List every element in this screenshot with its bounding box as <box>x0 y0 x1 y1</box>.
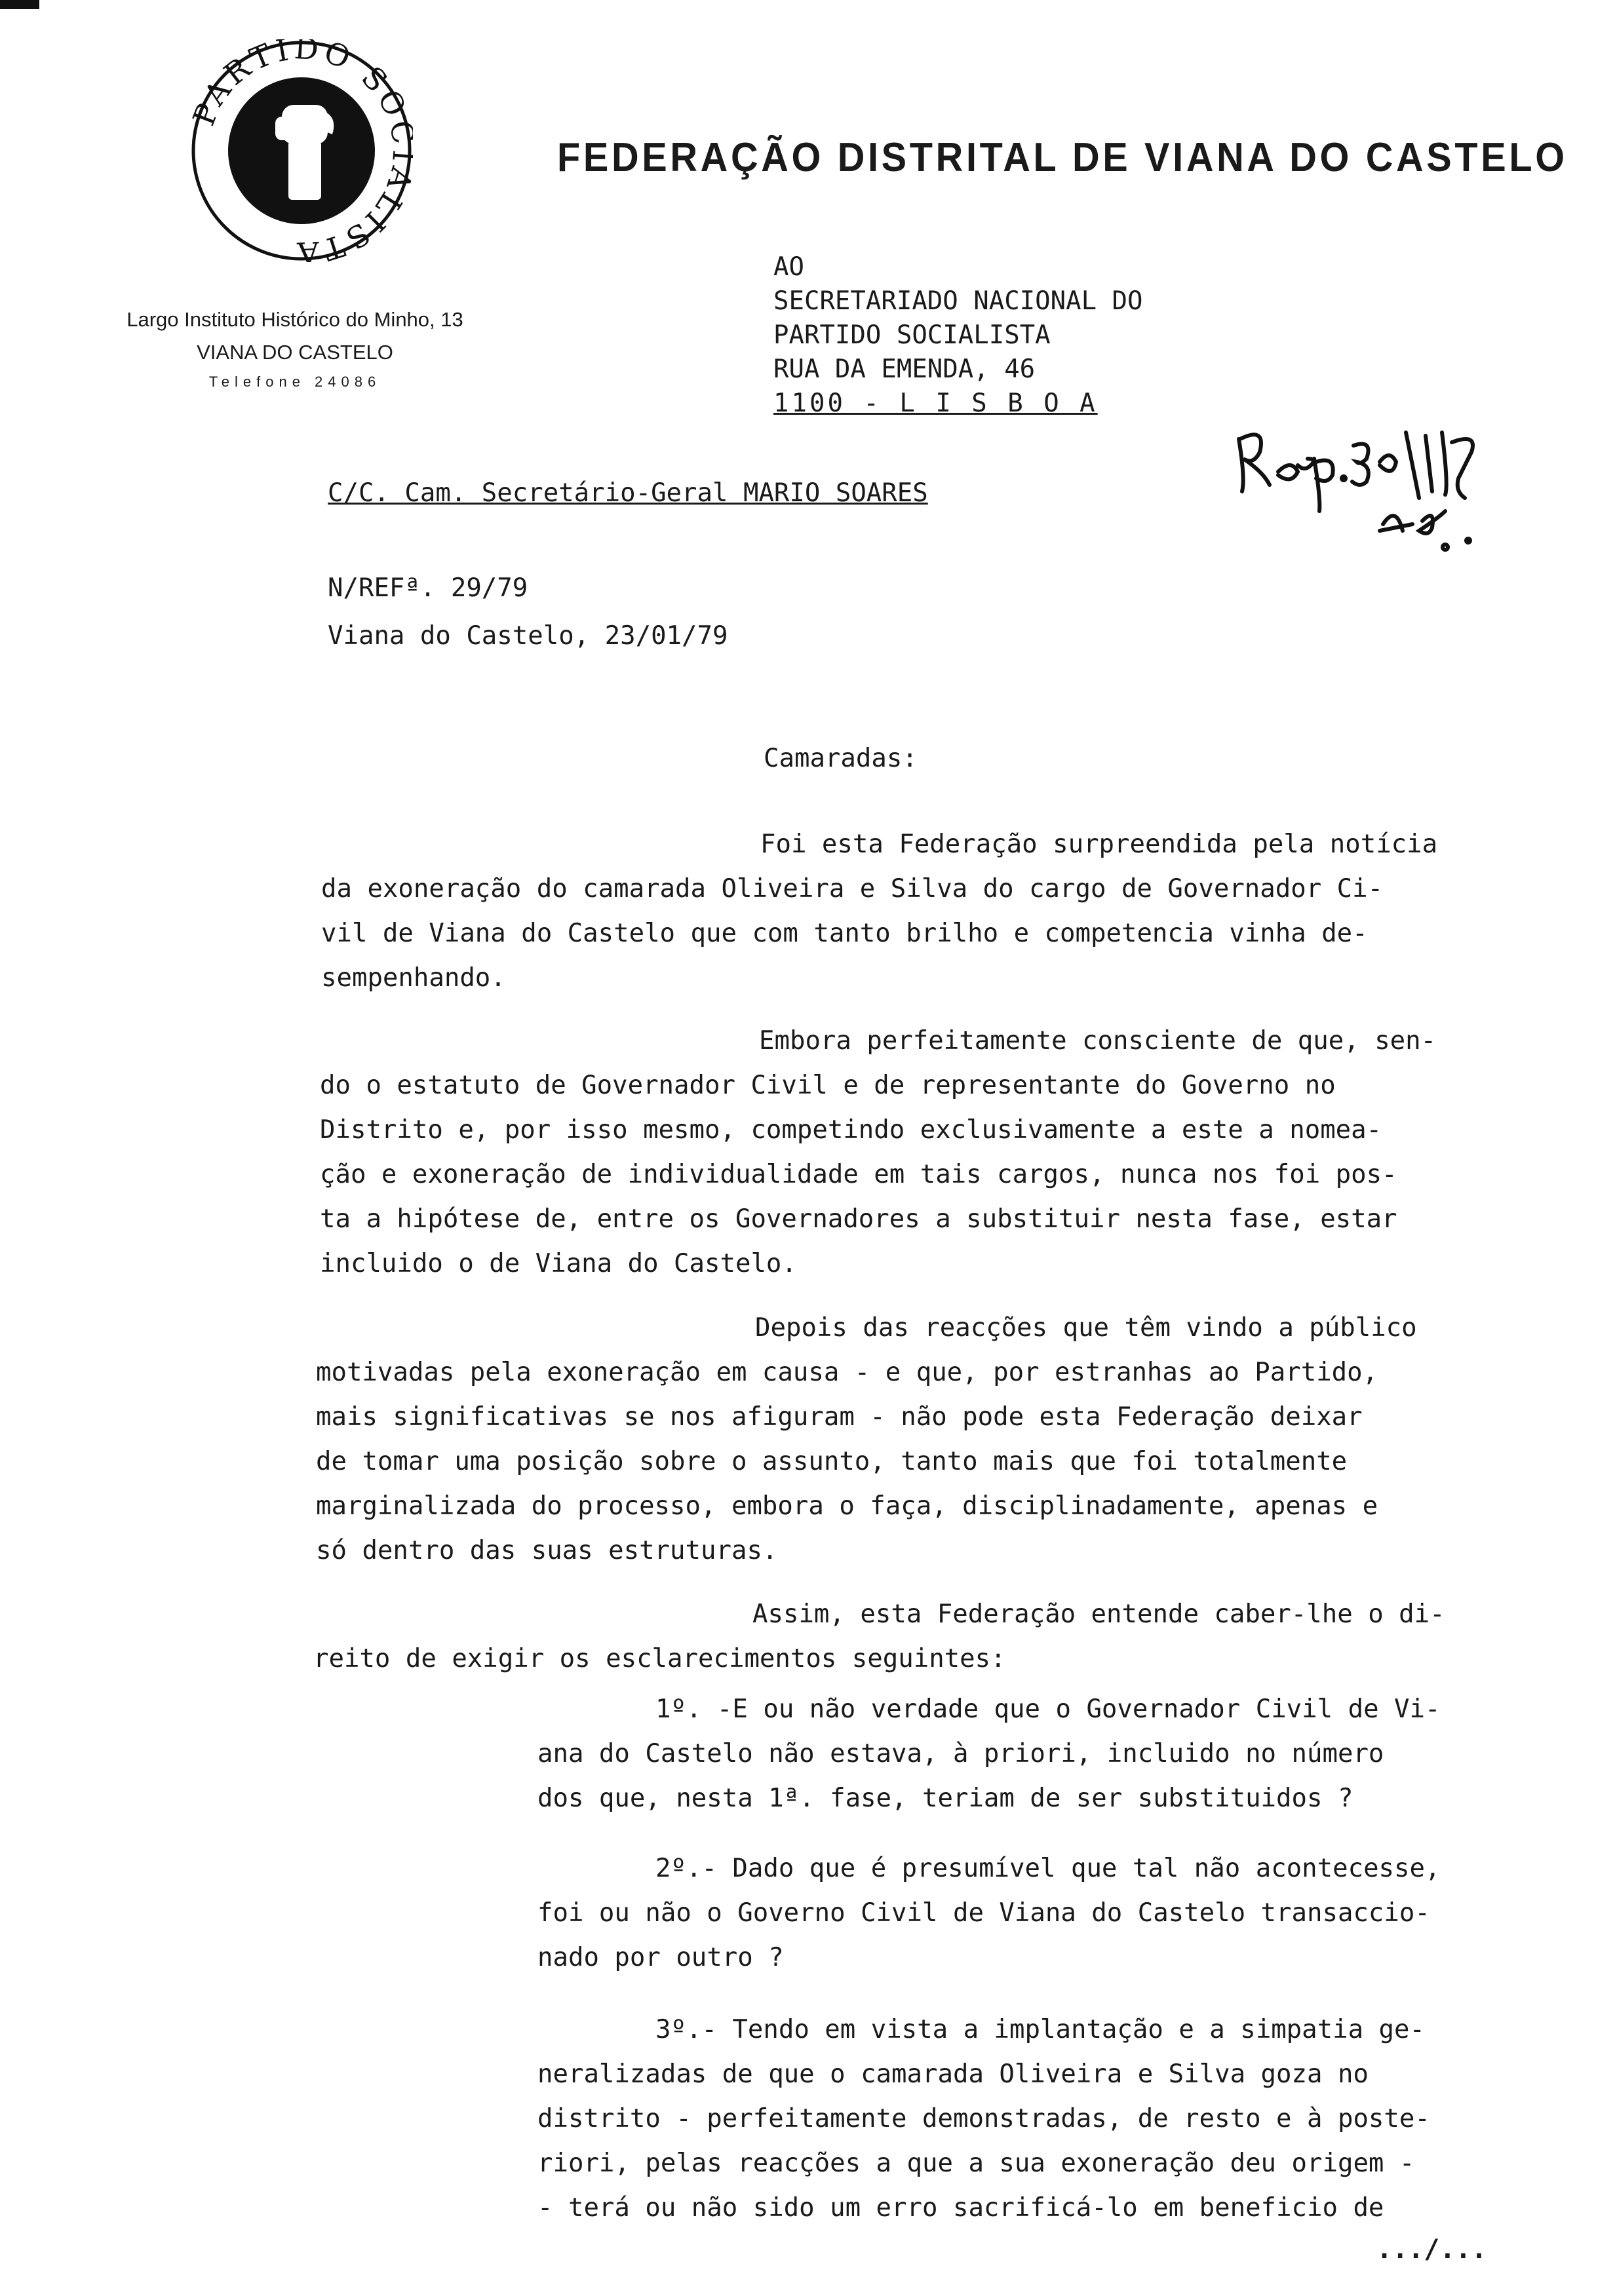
text-line: neralizadas de que o camarada Oliveira e Silva goza no <box>537 2059 1369 2089</box>
question-item <box>537 1846 1440 1980</box>
text-line: Assim, esta Federação entende caber-lhe o di- <box>752 1599 1445 1629</box>
address-city: VIANA DO CASTELO <box>197 341 393 364</box>
text-line: distrito - perfeitamente demonstradas, de resto e à poste- <box>537 2104 1430 2133</box>
address-line: Largo Instituto Histórico do Minho, 13 <box>126 308 463 331</box>
salutation: Camaradas: <box>764 744 918 773</box>
text-line: 1º. -E ou não verdade que o Governador Civil de Vi- <box>655 1694 1441 1724</box>
text-line: ana do Castelo não estava, à priori, incluido no número <box>537 1739 1384 1769</box>
text-line: motivadas pela exoneração em causa - e que, por estranhas ao Partido, <box>316 1358 1378 1387</box>
text-line: ção e exoneração de individualidade em tais cargos, nunca nos foi pos- <box>320 1160 1397 1189</box>
text-line: 2º.- Dado que é presumível que tal não acontecesse, <box>655 1854 1441 1883</box>
text-line: mais significativas se nos afiguram - não pode esta Federação deixar <box>316 1402 1363 1432</box>
text-line: nado por outro ? <box>537 1943 784 1972</box>
party-logo <box>190 39 413 262</box>
recipient-city-line: 1100 - L I S B O A <box>773 389 1098 418</box>
text-line: sempenhando. <box>321 963 506 993</box>
text-line: Depois das reacções que têm vindo a público <box>755 1313 1417 1343</box>
text-line: ta a hipótese de, entre os Governadores a substituir nesta fase, estar <box>320 1204 1397 1234</box>
text-line: riori, pelas reacções a que a sua exoneração deu origem - <box>537 2149 1415 2178</box>
handwritten-annotation <box>1232 400 1547 557</box>
logo-text: ARTIDO SO LISTA <box>197 39 413 262</box>
text-line: da exoneração do camarada Oliveira e Silva do cargo de Governador Ci- <box>321 874 1384 904</box>
text-line: Foi esta Federação surpreendida pela notícia <box>760 830 1438 859</box>
text-line: de tomar uma posição sobre o assunto, tanto mais que foi totalmente <box>316 1447 1348 1476</box>
recipient-line: RUA DA EMENDA, 46 <box>773 354 1036 384</box>
federation-title: FEDERAÇÃO DISTRITAL DE VIANA DO CASTELO <box>557 135 1568 180</box>
letter-date: Viana do Castelo, 23/01/79 <box>328 621 728 651</box>
text-line: marginalizada do processo, embora o faça, disciplinadamente, apenas e <box>316 1491 1378 1521</box>
text-line: incluido o de Viana do Castelo. <box>320 1249 797 1278</box>
text-line: dos que, nesta 1ª. fase, teriam de ser substituidos ? <box>537 1784 1353 1813</box>
recipient-line: SECRETARIADO NACIONAL DO <box>773 286 1143 316</box>
cc-line: C/C. Cam. Secretário-Geral MARIO SOARES <box>328 478 928 508</box>
text-line: foi ou não o Governo Civil de Viana do Castelo transaccio- <box>537 1898 1430 1928</box>
text-line: Embora perfeitamente consciente de que, sen- <box>759 1026 1437 1056</box>
recipient-line: PARTIDO SOCIALISTA <box>773 320 1051 350</box>
text-line: vil de Viana do Castelo que com tanto brilho e competencia vinha de- <box>321 919 1368 948</box>
paragraph <box>313 1592 1445 1681</box>
text-line: - terá ou não sido um erro sacrificá-lo em beneficio de <box>537 2193 1384 2223</box>
text-line: do o estatuto de Governador Civil e de representante do Governo no <box>320 1071 1336 1100</box>
text-line: reito de exigir os esclarecimentos seguintes: <box>313 1644 1006 1674</box>
paragraph <box>320 1019 1436 1286</box>
paragraph <box>321 822 1437 1001</box>
reference-number: N/REFª. 29/79 <box>328 573 528 603</box>
recipient-line: AO <box>773 252 804 282</box>
text-line: Distrito e, por isso mesmo, competindo exclusivamente a este a nomea- <box>320 1115 1382 1145</box>
scan-mark <box>0 0 39 9</box>
text-line: só dentro das suas estruturas. <box>316 1536 778 1565</box>
text-line: 3º.- Tendo em vista a implantação e a simpatia ge- <box>655 2015 1425 2044</box>
question-item <box>537 1687 1440 1821</box>
question-item <box>537 2008 1430 2230</box>
continuation-mark: .../... <box>1376 2234 1487 2265</box>
address-phone: Telefone 24086 <box>208 373 381 390</box>
paragraph <box>316 1306 1417 1573</box>
